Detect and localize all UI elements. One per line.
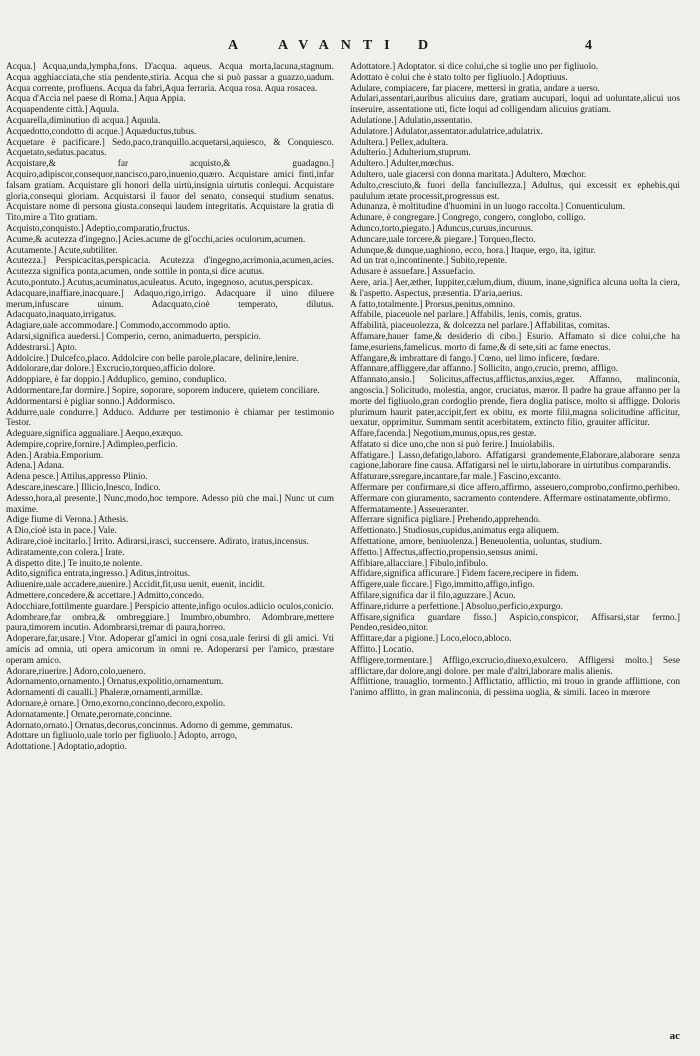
dictionary-entry: A dispetto dite.] Te inuito,te nolente.: [6, 558, 143, 569]
dictionary-entry: Affaturare,ssregare,incantare,far male.] Fascino,excanto.: [350, 472, 561, 483]
dictionary-entry: Adito,significa entrata,ingresso.] Aditus,introitus.: [6, 569, 191, 580]
dictionary-entry: Addestrarsi.] Apto.: [6, 342, 78, 353]
dictionary-entry: Adulterio.] Adulterium,stuprum.: [350, 148, 471, 159]
dictionary-entry: Affatigare.] Lasso,defatigo,laboro. Affatigarsi grandemente,Elaborare,alaborare senza cagione,laborare fine causa. Affatigarsi nel le uirtu,laborare in uirtutibus comparandis.: [350, 450, 680, 472]
right-column: [350, 62, 680, 699]
dictionary-entry: Addormentare,far dormire.] Sopire, soporare, soporem inducere, quietem conciliare.: [6, 385, 320, 396]
dictionary-entry: Affabilità, piaceuolezza, & dolcezza nel parlare.] Affabilitas, comitas.: [350, 321, 610, 332]
dictionary-entry: Adeguare,significa aggualiare.] Aequo,exæquo.: [6, 429, 184, 440]
running-head-left: A: [228, 38, 251, 53]
dictionary-entry: Affermare per confirmare,si dice affero,affirmo, asseuero,comprobo,confirmo,perhibeo. Affermare con giuramento, sacramento contendere. Affermare ostinatamente,obfirmo.: [350, 483, 680, 504]
dictionary-entry: Adunco,torto,piegato.] Aduncus,curuus,incuruus.: [350, 223, 534, 234]
dictionary-entry: Adornato,ornato.] Ornatus,decorus,concinnus. Adorno di gemme, gemmatus.: [6, 720, 293, 731]
dictionary-entry: Acquistare,& far acquisto,& guadagno.] Acquiro,adipiscor,consequor,nancisco,paro,inuenio,quæro. Acquistare amici finti,infar falsam gratiam. Acquistare gli honori della uirtù,insignia uirtutis conlequi. Acquistare gloria,consequi gloriam. Acquistarsi il fauor del senato, consequi studium senatus. Acquistare nome di persona giusta.consequi laudem integritatis. Acquistare la gratia di Tito,mire a Tito gratiam.: [6, 159, 334, 224]
dictionary-entry: Affidare,significa afficurare.] Fidem facere,recipere in fidem.: [350, 569, 579, 580]
dictionary-entry: Adottatione.] Adoptatio,adoptio.: [6, 742, 127, 753]
dictionary-entry: Adunanza, è moltitudine d'huomini in un luogo raccolta.] Conuenticulum.: [350, 202, 626, 213]
dictionary-entry: Affitto.] Locatio.: [350, 645, 414, 656]
dictionary-entry: Adirare,cioè incitarlo.] Irrito. Adirarsi,irasci, succensere. Adirato, iratus,incensus.: [6, 537, 309, 548]
dictionary-entry: Acutamente.] Acute,subtiliter.: [6, 245, 118, 256]
dictionary-entry: Adarsi,significa auedersi.] Comperio, cerno, animaduerto, perspicio.: [6, 331, 261, 342]
dictionary-entry: Acquetare è pacificare.] Sedo,paco,tranquillo.acquetarsi,aquiesco, & Conquiesco. Acquetato,sedatus.pacatus.: [6, 137, 334, 159]
dictionary-entry: Adiratamente,con colera.] Irate.: [6, 547, 125, 558]
dictionary-entry: Adena.] Adana.: [6, 461, 65, 472]
dictionary-entry: Affamare,hauer fame,& desiderio di cibo.] Esurio. Affamato si dice colui,che ha fame,esuriens,famelicus. morto di fame,& di sete,siti ac fame enectus.: [350, 331, 680, 353]
dictionary-entry: Adacquare,inaffiare,inacquare.] Adaquo,rigo,irrigo. Adacquare il uino diluere merum,infuscare uinum. Adacquato,cioè temperato, dilutus. Adacquato,inaquato,irrigatus.: [6, 288, 334, 321]
dictionary-entry: A fatto,totalmente.] Prorsus,penitus,omnino.: [350, 299, 516, 310]
dictionary-entry: Adiuenire,uale accadere,auenire.] Accidit,fit,usu uenit, euenit, incidit.: [6, 580, 265, 591]
dictionary-entry: Affligere,tormentare.] Affligo,excrucio,diuexo,exulcero. Affligersi molto.] Sese afflictare,dar dolore,angi dolore. per male d'altri,laborare malis alienis.: [350, 655, 680, 677]
dictionary-entry: Adorare,riuerire.] Adoro,colo,uenero.: [6, 666, 146, 677]
dictionary-entry: Adultera.] Pellex,adultera.: [350, 137, 449, 148]
dictionary-entry: Ad un trat o,incontinente.] Subito,repente.: [350, 256, 507, 267]
left-column: [6, 62, 334, 753]
dictionary-entry: Adescare,inescare.] Illicio,Inesco, Indico.: [6, 483, 161, 494]
dictionary-entry: Adulatione.] Adulatio,assentatio.: [350, 115, 473, 126]
page-number: 4: [585, 38, 592, 53]
dictionary-entry: Afflittione, trauaglio, tormento.] Afflictatio, afflictio, mi trouo in grande afflittione, con l'animo afflitto, in gran malinconia, di pessima uoglia, & simili. Iaceo in mœrore: [350, 677, 680, 699]
running-head-mid: AVANTI: [278, 38, 402, 53]
dictionary-entry: Adesso,hora,al presente.] Nunc,modo,hoc tempore. Adesso più che mai.] Nunc ut cum maxime.: [6, 493, 334, 515]
dictionary-entry: Aduncare,uale torcere,& piegare.] Torqueo,flecto.: [350, 234, 536, 245]
dictionary-entry: Affibiare,allacciare.] Fibulo,infibulo.: [350, 558, 488, 569]
dictionary-entry: Affangare,& imbrattare di fango.] Cœno, uel limo inficere, fœdare.: [350, 353, 600, 364]
dictionary-entry: Afferrare significa pigliare.] Prehendo,apprehendo.: [350, 515, 541, 526]
dictionary-entry: Adocchiare,fottilmente guardare.] Perspicio attente,infigo oculos.adiicio oculos,conicio.: [6, 601, 334, 612]
dictionary-entry: Affetto.] Affectus,affectio,propensio,sensus animi.: [350, 547, 538, 558]
dictionary-entry: Adultero.] Adulter,mœchus.: [350, 159, 454, 170]
dictionary-entry: Affatato si dice uno,che non si può ferire.] Inuiolabilis.: [350, 439, 555, 450]
dictionary-entry: Affettionato.] Studiosus,cupidus,animatus erga aliquem.: [350, 526, 560, 537]
dictionary-entry: Adottare un figliuolo,uale torlo per figliuolo.] Adopto, arrogo,: [6, 731, 238, 742]
dictionary-entry: Adottato è colui che è stato tolto per figliuolo.] Adoptiuus.: [350, 72, 568, 83]
dictionary-entry: Addoppiare, è far doppio.] Adduplico, gemino, conduplico.: [6, 375, 227, 386]
dictionary-entry: Acuto,pontuto.] Acutus,acuminatus,aculeatus. Acuto, ingegnoso, acutus,perspicax.: [6, 277, 313, 288]
dictionary-entry: Affannato,ansio.] Solicitus,affectus,afflictus,anxius,æger. Affanno, malinconia, angoscia.] Solicitudo, molestia, angor, cruciatus, mæror. Il padre ha graue affanno per la morte del figliuolo,gran cordoglio prende, fiera doglia patisce, molto si affligge. Doloris plurimum haurit pater,accipit,fert ex obitu, ex morte filii,magna solicitudine afficitur, uexatur, opprimitur. Summam sentit acerbitatem, extincto filio, grauiter afficitur.: [350, 375, 680, 429]
dictionary-entry: Adunare, è congregare.] Congrego, congero, conglobo, colligo.: [350, 213, 586, 224]
dictionary-entry: Affare,facenda.] Negotium,munus,opus,res gestæ.: [350, 429, 537, 440]
dictionary-entry: Acqua d'Accia nel paese di Roma.] Aqua Appia.: [6, 94, 186, 105]
dictionary-entry: Acquarella,diminutiuo di acqua.] Aquula.: [6, 115, 161, 126]
dictionary-entry: Affilare,significa dar il filo,aguzzare.] Acuo.: [350, 591, 516, 602]
dictionary-entry: Affisare,significa guardare fisso.] Aspicio,conspicor, Affisarsi,star fermo.] Pendeo,resideo,nitor.: [350, 612, 680, 634]
dictionary-entry: Affannare,affliggere,dar affanno.] Sollicito, ango,crucio, premo, affligo.: [350, 364, 619, 375]
dictionary-entry: Adombrare,far ombra,& ombreggiare.] Inumbro,obumbro. Adombrare,mettere paura,timorem incutio. Adombrarsi,tremar di paura,horreo.: [6, 612, 334, 634]
dictionary-entry: Adempire,coprire,fornire.] Adimpleo,perficio.: [6, 439, 178, 450]
dictionary-entry: Adornamento,ornamento.] Ornatus,expolitio,ornamentum.: [6, 677, 224, 688]
dictionary-entry: Adunque,& dunque,uaghiono, ecco, hora.] Itaque, ergo, ita, igitur.: [350, 245, 596, 256]
dictionary-entry: Adulari,assentari,auribus alicuius dare, gratiam aucupari, loqui ad uoluntate,alicui uos inseruire, assentatione uti, ficte loqui ad colligendam alicuius gratiam.: [350, 94, 680, 116]
dictionary-entry: A Dio,cioè ista in pace.] Vale.: [6, 526, 117, 537]
dictionary-entry: Acquisto,conquisto.] Adeptio,comparatio,fructus.: [6, 223, 190, 234]
dictionary-entry: Adusare è assuefare.] Assuefacio.: [350, 267, 476, 278]
dictionary-entry: Admettere,concedere,& accettare.] Admitto,concedo.: [6, 591, 204, 602]
dictionary-entry: Adagiare,uale accommodare.] Commodo,accommodo aptio.: [6, 321, 231, 332]
dictionary-entry: Affinare,ridurre a perfettione.] Absoluo,perficio,expurgo.: [350, 601, 563, 612]
dictionary-entry: Affittare,dar a pigione.] Loco,eloco,abloco.: [350, 634, 512, 645]
dictionary-entry: Acutezza.] Perspicacitas,perspicacia. Acutezza d'ingegno,acrimonia,acumen,acies. Acutezza significa ponta,acumen, onde sottile in ponta,si dice acutus.: [6, 256, 334, 278]
dictionary-entry: Adornare,è ornare.] Orno,exorno,concinno,decoro,expolio.: [6, 699, 226, 710]
dictionary-entry: Affermatamente.] Asseueranter.: [350, 504, 469, 515]
dictionary-entry: Acquapendente città.] Aquula.: [6, 105, 120, 116]
dictionary-entry: Addolorare,dar dolore.] Excrucio,torqueo,afficio dolore.: [6, 364, 216, 375]
dictionary-entry: Addurre,uale condurre.] Adduco. Addurre per testimonio è chiamar per testimonio Testor.: [6, 407, 334, 429]
dictionary-entry: Adige fiume di Verona.] Athesis.: [6, 515, 129, 526]
dictionary-entry: Addormentarsi è pigliar sonno.] Addormisco.: [6, 396, 175, 407]
running-head: [0, 38, 700, 58]
running-head-right: D: [418, 38, 441, 53]
dictionary-entry: Adornamenti di caualli.] Phaleræ,ornamenti,armillæ.: [6, 688, 203, 699]
dictionary-entry: Adena pesce.] Attilus,appresso Plinio.: [6, 472, 148, 483]
dictionary-entry: Acquedotto,condotto di acque.] Aquæductus,tubus.: [6, 126, 197, 137]
catchword: ac: [669, 1030, 680, 1042]
dictionary-entry: Aere, aria.] Aer,æther, Iuppiter,cælum,dium, diuum, inane,significa alcuna uolta la ciera, & l'aspetto. Aspectus, præsentia. D'aria,aerius.: [350, 277, 680, 299]
dictionary-entry: Adottatore.] Adoptator. si dice colui,che si toglie uno per figliuolo.: [350, 62, 599, 72]
dictionary-entry: Affettatione, amore, beniuolenza.] Beneuolentia, uoluntas, studium.: [350, 537, 603, 548]
dictionary-entry: Acume,& acutezza d'ingegno.] Acies.acume de gl'occhi,acies oculorum,acumen.: [6, 234, 306, 245]
dictionary-entry: Acqua.] Acqua,unda,lympha,fons. D'acqua. aqueus. Acqua morta,lacuna,stagnum. Acqua agghiacciata,che stia pendente,stiria. Acqua che si può passar a guazzo,uadum. Acqua corrente, profluens. Acqua da fabri,Aqua ferraria. Acqua rosa. Aqua rosacea.: [6, 62, 334, 94]
dictionary-entry: Adornatamente.] Ornate,perornate,concinne.: [6, 709, 172, 720]
dictionary-entry: Affabile, piaceuole nel parlare.] Affabilis, lenis, comis, gratus.: [350, 310, 582, 321]
dictionary-entry: Adultero, uale giacersi con donna maritata.] Adultero, Mœchor.: [350, 169, 587, 180]
dictionary-entry: Adulto,cresciuto,& fuori della fanciullezza.] Adultus, qui excessit ex ephebis,qui paululum ætate processit,progressus est.: [350, 180, 680, 202]
dictionary-entry: Addolcire.] Dulcefco,placo. Addolcire con belle parole,placare, delinire,lenire.: [6, 353, 299, 364]
dictionary-entry: Adoperare,far,usare.] Vtor. Adoperar gl'amici in ogni cosa,uale ferirsi di gli amici. Vti amicis ad omnia, uti opera amicorum in omni re. Adoperarsi per l'amico, præstare operam amico.: [6, 634, 334, 666]
dictionary-entry: Adulare, compiacere, far piacere, mettersi in gratia, andare a uerso.: [350, 83, 600, 94]
dictionary-entry: Adulatore.] Adulator,assentator.adulatrice,adulatrix.: [350, 126, 543, 137]
dictionary-entry: Aden.] Arabia.Emporium.: [6, 450, 104, 461]
dictionary-entry: Affigere,uale ficcare.] Figo,immitto,affigo,infigo.: [350, 580, 535, 591]
